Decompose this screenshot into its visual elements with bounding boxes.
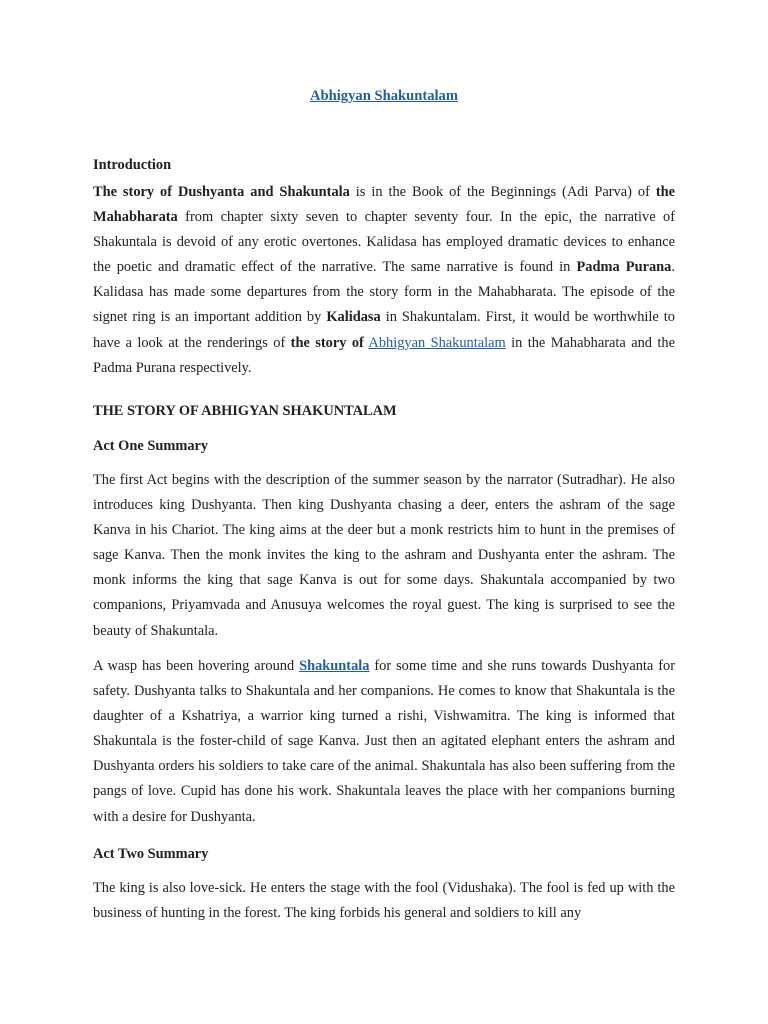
shakuntala-link[interactable]: Shakuntala: [299, 658, 370, 674]
intro-text-2: from chapter sixty seven to chapter seventy four. In the epic, the narrative of Shakuntala is devoid of any erotic overtones. Kalidasa has employed dramatic devices to enhance the poetic and dramatic effect of the narrative. The same narrative is found in: [93, 209, 675, 276]
document-title[interactable]: Abhigyan Shakuntalam: [309, 88, 459, 104]
intro-text-4: in Shakuntalam. First, it would be worthwhile to have a look at the renderings of: [93, 309, 675, 351]
story-heading: THE STORY OF ABHIGYAN SHAKUNTALAM: [93, 403, 397, 419]
intro-bold-3: Padma Purana: [576, 259, 672, 276]
abhigyan-shakuntalam-link[interactable]: Abhigyan Shakuntalam: [368, 334, 506, 351]
intro-bold-4: Kalidasa: [326, 309, 381, 326]
act-one-paragraph-1: The first Act begins with the description of the summer season by the narrator (Sutradhar). He also introduces king Dushyanta. Then king Dushyanta chasing a deer, enters the ashram of the sage Kanva in his Chariot. The king aims at the deer but a monk restricts him to hunt in the premises of sage Kanva. Then the monk invites the king to the ashram and Dushyanta enter the ashram. The monk informs the king that sage Kanva is out for some days. Shakuntala accompanied by two companions, Priyamvada and Anusuya welcomes the royal guest. The king is surprised to see the beauty of Shakuntala.: [93, 472, 675, 639]
intro-text-1: is in the Book of the Beginnings (Adi Parva) of: [349, 184, 656, 200]
introduction-paragraph: [93, 180, 675, 381]
introduction-heading: Introduction: [93, 157, 172, 173]
act1-p2-text-1: A wasp has been hovering around: [93, 658, 300, 674]
act-two-paragraph-1: The king is also love-sick. He enters the stage with the fool (Vidushaka). The fool is fed up with the business of hunting in the forest. The king forbids his general and soldiers to kill any: [93, 880, 675, 922]
intro-text-3: . Kalidasa has made some departures from the story form in the Mahabharata. The episode of the signet ring is an important addition by: [93, 259, 675, 326]
act-one-paragraph-2: [93, 654, 675, 830]
intro-bold-2: the Mahabharata: [93, 184, 675, 226]
act-one-heading: Act One Summary: [93, 438, 209, 454]
intro-bold-5: the story of: [290, 334, 364, 351]
act1-p2-text-2: for some time and she runs towards Dushyanta for safety. Dushyanta talks to Shakuntala and her companions. He comes to know that Shakuntala is the daughter of a Kshatriya, a warrior king turned a rishi, Vishwamitra. The king is informed that Shakuntala is the foster-child of sage Kanva. Just then an agitated elephant enters the ashram and Dushyanta orders his soldiers to take care of the animal. Shakuntala has also been suffering from the pangs of love. Cupid has done his work. Shakuntala leaves the place with her companions burning with a desire for Dushyanta.: [93, 658, 675, 825]
intro-bold-1: The story of Dushyanta and Shakuntala: [93, 184, 350, 200]
act-two-heading: Act Two Summary: [93, 846, 209, 862]
intro-text-6: in the Mahabharata and the Padma Purana respectively.: [93, 334, 675, 376]
